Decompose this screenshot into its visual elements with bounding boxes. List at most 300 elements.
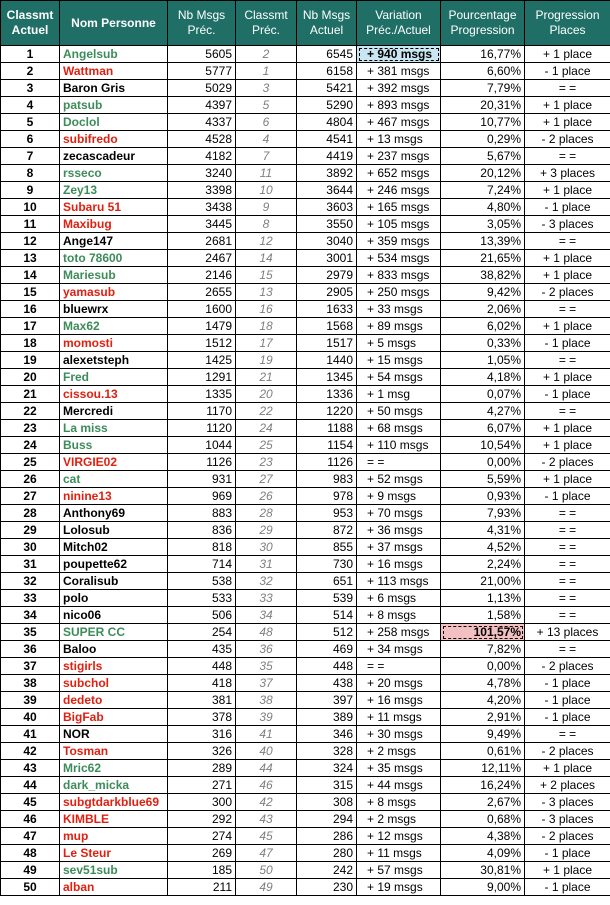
- variation-cell: + 359 msgs: [357, 233, 441, 250]
- prev-msgs-cell: 300: [168, 794, 236, 811]
- rank-cell: 16: [1, 301, 60, 318]
- prev-rank-cell: 30: [236, 539, 297, 556]
- cur-msgs-cell: 978: [297, 488, 357, 505]
- rank-cell: 28: [1, 505, 60, 522]
- header-percentage: Pourcentage Progression: [441, 1, 525, 46]
- prev-rank-cell: 11: [236, 165, 297, 182]
- table-row: [1, 318, 610, 335]
- name-cell: ninine13: [60, 488, 168, 505]
- table-row: [1, 522, 610, 539]
- rank-cell: 48: [1, 845, 60, 862]
- table-row: [1, 386, 610, 403]
- cur-msgs-cell: 315: [297, 777, 357, 794]
- table-body: [1, 46, 610, 896]
- table-row: [1, 675, 610, 692]
- variation-cell: = =: [357, 454, 441, 471]
- variation-cell: + 70 msgs: [357, 505, 441, 522]
- cur-msgs-cell: 286: [297, 828, 357, 845]
- variation-cell: + 20 msgs: [357, 675, 441, 692]
- prev-msgs-cell: 1044: [168, 437, 236, 454]
- progression-cell: - 2 places: [525, 743, 610, 760]
- progression-cell: + 1 place: [525, 420, 610, 437]
- percentage-cell: 2,06%: [441, 301, 525, 318]
- percentage-cell: 21,65%: [441, 250, 525, 267]
- variation-cell: + 652 msgs: [357, 165, 441, 182]
- percentage-cell: 7,82%: [441, 641, 525, 658]
- prev-msgs-cell: 4528: [168, 131, 236, 148]
- rank-cell: 8: [1, 165, 60, 182]
- variation-cell: + 19 msgs: [357, 879, 441, 896]
- variation-cell: + 113 msgs: [357, 573, 441, 590]
- progression-cell: - 3 places: [525, 811, 610, 828]
- progression-cell: = =: [525, 522, 610, 539]
- progression-cell: - 1 place: [525, 845, 610, 862]
- prev-msgs-cell: 1291: [168, 369, 236, 386]
- cur-msgs-cell: 4804: [297, 114, 357, 131]
- progression-cell: - 1 place: [525, 675, 610, 692]
- prev-msgs-cell: 538: [168, 573, 236, 590]
- prev-rank-cell: 45: [236, 828, 297, 845]
- prev-rank-cell: 50: [236, 862, 297, 879]
- variation-cell: + 89 msgs: [357, 318, 441, 335]
- percentage-cell: 4,27%: [441, 403, 525, 420]
- progression-cell: = =: [525, 233, 610, 250]
- percentage-cell: 7,93%: [441, 505, 525, 522]
- prev-msgs-cell: 211: [168, 879, 236, 896]
- variation-cell: + 16 msgs: [357, 556, 441, 573]
- percentage-cell: 9,00%: [441, 879, 525, 896]
- prev-rank-cell: 22: [236, 403, 297, 420]
- progression-cell: + 2 places: [525, 777, 610, 794]
- rank-cell: 26: [1, 471, 60, 488]
- progression-cell: = =: [525, 148, 610, 165]
- rank-cell: 23: [1, 420, 60, 437]
- rank-cell: 43: [1, 760, 60, 777]
- table-row: [1, 828, 610, 845]
- prev-rank-cell: 29: [236, 522, 297, 539]
- rank-cell: 44: [1, 777, 60, 794]
- name-cell: NOR: [60, 726, 168, 743]
- progression-cell: = =: [525, 539, 610, 556]
- variation-cell: + 258 msgs: [357, 624, 441, 641]
- variation-cell: + 165 msgs: [357, 199, 441, 216]
- name-cell: polo: [60, 590, 168, 607]
- rank-cell: 11: [1, 216, 60, 233]
- cur-msgs-cell: 3040: [297, 233, 357, 250]
- cur-msgs-cell: 953: [297, 505, 357, 522]
- table-row: [1, 692, 610, 709]
- prev-rank-cell: 31: [236, 556, 297, 573]
- prev-msgs-cell: 533: [168, 590, 236, 607]
- table-row: [1, 301, 610, 318]
- table-row: [1, 420, 610, 437]
- prev-rank-cell: 5: [236, 97, 297, 114]
- table-row: [1, 131, 610, 148]
- header-rank: Classmt Actuel: [1, 1, 60, 46]
- table-row: [1, 777, 610, 794]
- table-row: [1, 352, 610, 369]
- prev-msgs-cell: 5029: [168, 80, 236, 97]
- variation-cell: + 35 msgs: [357, 760, 441, 777]
- variation-cell: + 68 msgs: [357, 420, 441, 437]
- progression-cell: = =: [525, 352, 610, 369]
- prev-rank-cell: 40: [236, 743, 297, 760]
- prev-msgs-cell: 316: [168, 726, 236, 743]
- prev-msgs-cell: 883: [168, 505, 236, 522]
- percentage-cell: 5,67%: [441, 148, 525, 165]
- name-cell: mup: [60, 828, 168, 845]
- prev-rank-cell: 44: [236, 760, 297, 777]
- prev-rank-cell: 15: [236, 267, 297, 284]
- percentage-cell: 10,54%: [441, 437, 525, 454]
- variation-cell: + 381 msgs: [357, 63, 441, 80]
- percentage-cell: 21,00%: [441, 573, 525, 590]
- prev-msgs-cell: 2681: [168, 233, 236, 250]
- variation-cell: + 534 msgs: [357, 250, 441, 267]
- cur-msgs-cell: 324: [297, 760, 357, 777]
- header-progression: Progression Places: [525, 1, 610, 46]
- cur-msgs-cell: 469: [297, 641, 357, 658]
- progression-cell: = =: [525, 403, 610, 420]
- name-cell: Doclol: [60, 114, 168, 131]
- table-row: [1, 454, 610, 471]
- progression-cell: + 1 place: [525, 760, 610, 777]
- name-cell: stigirls: [60, 658, 168, 675]
- progression-cell: = =: [525, 505, 610, 522]
- table-row: [1, 80, 610, 97]
- rank-cell: 7: [1, 148, 60, 165]
- prev-rank-cell: 46: [236, 777, 297, 794]
- table-row: [1, 794, 610, 811]
- prev-rank-cell: 8: [236, 216, 297, 233]
- rank-cell: 20: [1, 369, 60, 386]
- cur-msgs-cell: 983: [297, 471, 357, 488]
- cur-msgs-cell: 448: [297, 658, 357, 675]
- rank-cell: 21: [1, 386, 60, 403]
- progression-cell: - 1 place: [525, 335, 610, 352]
- prev-msgs-cell: 3438: [168, 199, 236, 216]
- progression-cell: = =: [525, 301, 610, 318]
- variation-cell: + 833 msgs: [357, 267, 441, 284]
- variation-cell: + 940 msgs: [357, 46, 441, 63]
- cur-msgs-cell: 397: [297, 692, 357, 709]
- percentage-cell: 0,00%: [441, 454, 525, 471]
- variation-cell: = =: [357, 658, 441, 675]
- rank-cell: 29: [1, 522, 60, 539]
- name-cell: toto 78600: [60, 250, 168, 267]
- progression-cell: + 1 place: [525, 471, 610, 488]
- prev-rank-cell: 24: [236, 420, 297, 437]
- cur-msgs-cell: 1568: [297, 318, 357, 335]
- rank-cell: 1: [1, 46, 60, 63]
- name-cell: Maxibug: [60, 216, 168, 233]
- prev-msgs-cell: 1512: [168, 335, 236, 352]
- name-cell: Tosman: [60, 743, 168, 760]
- progression-cell: = =: [525, 590, 610, 607]
- percentage-cell: 0,07%: [441, 386, 525, 403]
- progression-cell: - 3 places: [525, 216, 610, 233]
- variation-cell: + 250 msgs: [357, 284, 441, 301]
- table-row: [1, 437, 610, 454]
- percentage-cell: 101,57%: [441, 624, 525, 641]
- prev-rank-cell: 39: [236, 709, 297, 726]
- cur-msgs-cell: 1517: [297, 335, 357, 352]
- prev-msgs-cell: 378: [168, 709, 236, 726]
- rank-cell: 3: [1, 80, 60, 97]
- progression-cell: - 1 place: [525, 692, 610, 709]
- percentage-cell: 20,12%: [441, 165, 525, 182]
- name-cell: Subaru 51: [60, 199, 168, 216]
- prev-rank-cell: 23: [236, 454, 297, 471]
- rank-cell: 33: [1, 590, 60, 607]
- cur-msgs-cell: 1188: [297, 420, 357, 437]
- variation-cell: + 57 msgs: [357, 862, 441, 879]
- table-row: [1, 250, 610, 267]
- prev-msgs-cell: 4337: [168, 114, 236, 131]
- table-row: [1, 573, 610, 590]
- percentage-cell: 0,61%: [441, 743, 525, 760]
- variation-cell: + 33 msgs: [357, 301, 441, 318]
- progression-cell: - 2 places: [525, 658, 610, 675]
- progression-cell: + 1 place: [525, 267, 610, 284]
- table-row: [1, 267, 610, 284]
- variation-cell: + 44 msgs: [357, 777, 441, 794]
- prev-msgs-cell: 5777: [168, 63, 236, 80]
- name-cell: La miss: [60, 420, 168, 437]
- name-cell: Baloo: [60, 641, 168, 658]
- progression-cell: + 1 place: [525, 437, 610, 454]
- table-row: [1, 182, 610, 199]
- progression-cell: = =: [525, 641, 610, 658]
- name-cell: alexetsteph: [60, 352, 168, 369]
- progression-cell: - 1 place: [525, 879, 610, 896]
- prev-msgs-cell: 2467: [168, 250, 236, 267]
- cur-msgs-cell: 4541: [297, 131, 357, 148]
- percentage-cell: 38,82%: [441, 267, 525, 284]
- prev-rank-cell: 48: [236, 624, 297, 641]
- table-row: [1, 284, 610, 301]
- cur-msgs-cell: 2979: [297, 267, 357, 284]
- variation-cell: + 37 msgs: [357, 539, 441, 556]
- progression-cell: - 1 place: [525, 386, 610, 403]
- table-row: [1, 165, 610, 182]
- prev-msgs-cell: 271: [168, 777, 236, 794]
- table-row: [1, 97, 610, 114]
- percentage-cell: 7,24%: [441, 182, 525, 199]
- cur-msgs-cell: 6158: [297, 63, 357, 80]
- prev-rank-cell: 19: [236, 352, 297, 369]
- name-cell: rsseco: [60, 165, 168, 182]
- name-cell: Baron Gris: [60, 80, 168, 97]
- name-cell: KIMBLE: [60, 811, 168, 828]
- progression-cell: + 1 place: [525, 250, 610, 267]
- percentage-cell: 2,67%: [441, 794, 525, 811]
- prev-msgs-cell: 254: [168, 624, 236, 641]
- table-header: [1, 1, 610, 46]
- table-row: [1, 471, 610, 488]
- cur-msgs-cell: 230: [297, 879, 357, 896]
- cur-msgs-cell: 1220: [297, 403, 357, 420]
- header-variation: Variation Préc./Actuel: [357, 1, 441, 46]
- rank-cell: 19: [1, 352, 60, 369]
- variation-cell: + 15 msgs: [357, 352, 441, 369]
- percentage-cell: 4,20%: [441, 692, 525, 709]
- name-cell: Max62: [60, 318, 168, 335]
- prev-rank-cell: 47: [236, 845, 297, 862]
- progression-cell: + 1 place: [525, 46, 610, 63]
- variation-cell: + 13 msgs: [357, 131, 441, 148]
- cur-msgs-cell: 5421: [297, 80, 357, 97]
- prev-rank-cell: 10: [236, 182, 297, 199]
- cur-msgs-cell: 389: [297, 709, 357, 726]
- progression-cell: - 1 place: [525, 488, 610, 505]
- name-cell: Mric62: [60, 760, 168, 777]
- prev-msgs-cell: 1120: [168, 420, 236, 437]
- name-cell: nico06: [60, 607, 168, 624]
- table-row: [1, 709, 610, 726]
- cur-msgs-cell: 5290: [297, 97, 357, 114]
- variation-cell: + 54 msgs: [357, 369, 441, 386]
- rank-cell: 40: [1, 709, 60, 726]
- name-cell: VIRGIE02: [60, 454, 168, 471]
- name-cell: sev51sub: [60, 862, 168, 879]
- table-row: [1, 607, 610, 624]
- cur-msgs-cell: 1154: [297, 437, 357, 454]
- variation-cell: + 30 msgs: [357, 726, 441, 743]
- prev-rank-cell: 13: [236, 284, 297, 301]
- percentage-cell: 4,52%: [441, 539, 525, 556]
- rank-cell: 38: [1, 675, 60, 692]
- name-cell: Mariesub: [60, 267, 168, 284]
- prev-msgs-cell: 1425: [168, 352, 236, 369]
- prev-msgs-cell: 185: [168, 862, 236, 879]
- cur-msgs-cell: 280: [297, 845, 357, 862]
- rank-cell: 30: [1, 539, 60, 556]
- name-cell: dedeto: [60, 692, 168, 709]
- variation-cell: + 2 msgs: [357, 811, 441, 828]
- rank-cell: 41: [1, 726, 60, 743]
- variation-cell: + 11 msgs: [357, 845, 441, 862]
- rank-cell: 34: [1, 607, 60, 624]
- prev-rank-cell: 26: [236, 488, 297, 505]
- cur-msgs-cell: 438: [297, 675, 357, 692]
- prev-msgs-cell: 4397: [168, 97, 236, 114]
- progression-cell: + 1 place: [525, 862, 610, 879]
- variation-cell: + 9 msgs: [357, 488, 441, 505]
- progression-cell: = =: [525, 607, 610, 624]
- percentage-cell: 12,11%: [441, 760, 525, 777]
- variation-cell: + 36 msgs: [357, 522, 441, 539]
- variation-cell: + 12 msgs: [357, 828, 441, 845]
- percentage-cell: 4,80%: [441, 199, 525, 216]
- rank-cell: 18: [1, 335, 60, 352]
- prev-msgs-cell: 3398: [168, 182, 236, 199]
- percentage-cell: 6,60%: [441, 63, 525, 80]
- variation-cell: + 8 msgs: [357, 607, 441, 624]
- percentage-cell: 6,02%: [441, 318, 525, 335]
- name-cell: Ange147: [60, 233, 168, 250]
- table-row: [1, 403, 610, 420]
- name-cell: Le Steur: [60, 845, 168, 862]
- progression-cell: - 1 place: [525, 63, 610, 80]
- prev-msgs-cell: 2146: [168, 267, 236, 284]
- prev-msgs-cell: 506: [168, 607, 236, 624]
- table-row: [1, 845, 610, 862]
- prev-rank-cell: 16: [236, 301, 297, 318]
- table-row: [1, 641, 610, 658]
- prev-rank-cell: 33: [236, 590, 297, 607]
- prev-msgs-cell: 269: [168, 845, 236, 862]
- cur-msgs-cell: 730: [297, 556, 357, 573]
- name-cell: dark_micka: [60, 777, 168, 794]
- percentage-cell: 20,31%: [441, 97, 525, 114]
- rank-cell: 36: [1, 641, 60, 658]
- prev-msgs-cell: 1335: [168, 386, 236, 403]
- prev-msgs-cell: 326: [168, 743, 236, 760]
- variation-cell: + 105 msgs: [357, 216, 441, 233]
- table-row: [1, 879, 610, 896]
- prev-msgs-cell: 931: [168, 471, 236, 488]
- prev-rank-cell: 43: [236, 811, 297, 828]
- name-cell: cissou.13: [60, 386, 168, 403]
- prev-msgs-cell: 1170: [168, 403, 236, 420]
- rank-cell: 24: [1, 437, 60, 454]
- cur-msgs-cell: 3644: [297, 182, 357, 199]
- rank-cell: 22: [1, 403, 60, 420]
- name-cell: bluewrx: [60, 301, 168, 318]
- variation-cell: + 392 msgs: [357, 80, 441, 97]
- prev-rank-cell: 1: [236, 63, 297, 80]
- table-row: [1, 624, 610, 641]
- variation-cell: + 5 msgs: [357, 335, 441, 352]
- rank-cell: 47: [1, 828, 60, 845]
- header-row: [1, 1, 610, 46]
- rank-cell: 17: [1, 318, 60, 335]
- prev-rank-cell: 28: [236, 505, 297, 522]
- prev-rank-cell: 42: [236, 794, 297, 811]
- variation-cell: + 467 msgs: [357, 114, 441, 131]
- name-cell: SUPER CC: [60, 624, 168, 641]
- rank-cell: 15: [1, 284, 60, 301]
- name-cell: patsub: [60, 97, 168, 114]
- prev-msgs-cell: 818: [168, 539, 236, 556]
- progression-cell: + 1 place: [525, 369, 610, 386]
- cur-msgs-cell: 514: [297, 607, 357, 624]
- variation-cell: + 110 msgs: [357, 437, 441, 454]
- table-row: [1, 369, 610, 386]
- variation-cell: + 34 msgs: [357, 641, 441, 658]
- rank-cell: 12: [1, 233, 60, 250]
- name-cell: Coralisub: [60, 573, 168, 590]
- name-cell: Mitch02: [60, 539, 168, 556]
- variation-cell: + 893 msgs: [357, 97, 441, 114]
- variation-cell: + 16 msgs: [357, 692, 441, 709]
- rank-cell: 31: [1, 556, 60, 573]
- header-prev-msgs: Nb Msgs Préc.: [168, 1, 236, 46]
- prev-rank-cell: 4: [236, 131, 297, 148]
- prev-rank-cell: 12: [236, 233, 297, 250]
- variation-cell: + 11 msgs: [357, 709, 441, 726]
- table-row: [1, 199, 610, 216]
- table-row: [1, 556, 610, 573]
- progression-cell: + 1 place: [525, 114, 610, 131]
- rank-cell: 35: [1, 624, 60, 641]
- cur-msgs-cell: 3001: [297, 250, 357, 267]
- name-cell: alban: [60, 879, 168, 896]
- rank-cell: 39: [1, 692, 60, 709]
- cur-msgs-cell: 2905: [297, 284, 357, 301]
- variation-cell: + 50 msgs: [357, 403, 441, 420]
